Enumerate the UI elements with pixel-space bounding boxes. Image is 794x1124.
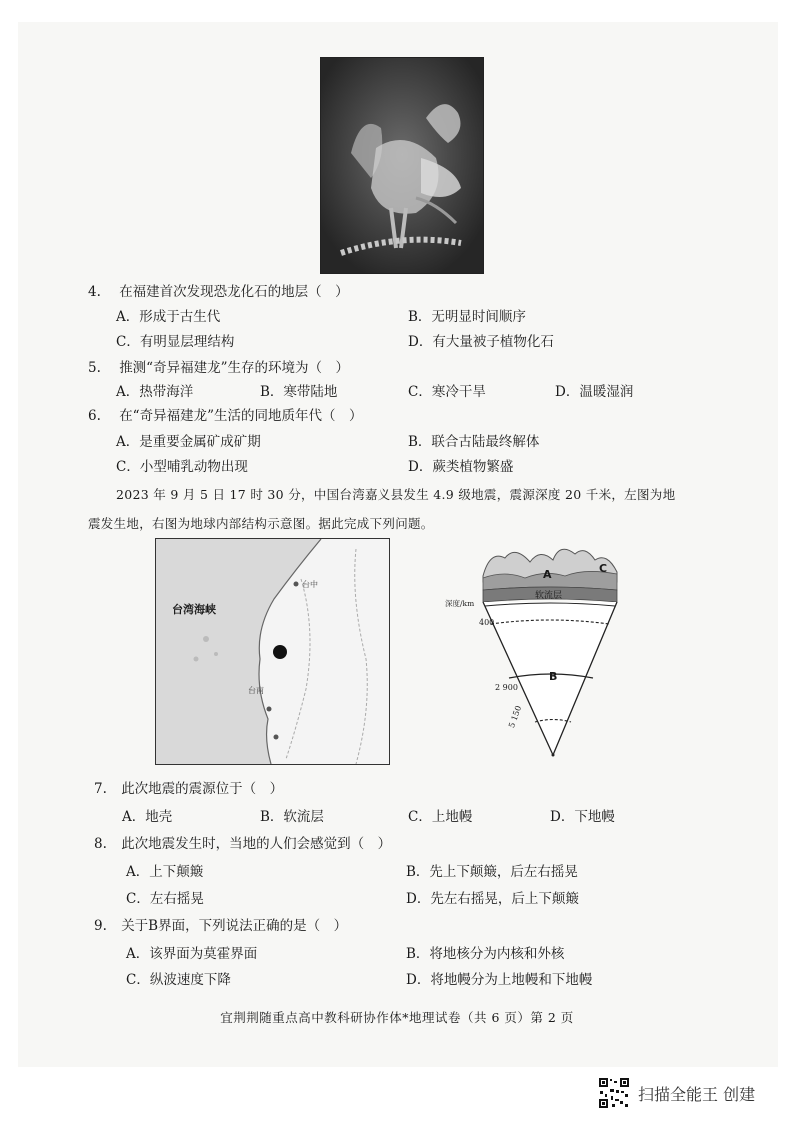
question-6 [88, 404, 363, 424]
question-8 [94, 832, 391, 852]
option-d[interactable]: D．先左右摇晃，后上下颠簸 [406, 891, 579, 907]
question-stem: 此次地震发生时，当地的人们会感觉到（ ） [121, 836, 392, 852]
label-b: B [549, 670, 558, 683]
option-c[interactable]: C．纵波速度下降 [126, 972, 231, 988]
option-a[interactable]: A．上下颠簸 [126, 864, 204, 880]
question-4 [88, 280, 349, 300]
asthenosphere-label: 软流层 [535, 591, 563, 601]
option-b[interactable]: B．无明显时间顺序 [408, 309, 526, 325]
option-a[interactable]: A．形成于古生代 [116, 309, 221, 325]
option-d[interactable]: D．蕨类植物繁盛 [408, 459, 514, 475]
scanner-text: 扫描全能王 创建 [638, 1084, 756, 1104]
question-stem: 在福建首次发现恐龙化石的地层（ ） [119, 284, 349, 300]
passage-line-1: 2023 年 9 月 5 日 17 时 30 分，中国台湾嘉义县发生 4.9 级地震，震源深度 20 千米，左图为地 [116, 487, 676, 502]
question-stem: 关于B界面，下列说法正确的是（ ） [121, 918, 348, 934]
question-number: 4. [88, 284, 101, 300]
question-number: 5. [88, 360, 101, 376]
page-footer: 宜荆荆随重点高中教科研协作体*地理试卷（共 6 页）第 2 页 [220, 1010, 574, 1025]
option-b[interactable]: B．先上下颠簸，后左右摇晃 [406, 864, 578, 880]
option-c[interactable]: C．左右摇晃 [126, 891, 204, 907]
option-d[interactable]: D．有大量被子植物化石 [408, 334, 554, 350]
option-c[interactable]: C．有明显层理结构 [116, 334, 235, 350]
earthquake-passage [88, 480, 718, 538]
option-c[interactable]: C．小型哺乳动物出现 [116, 459, 248, 475]
question-5 [88, 356, 349, 376]
depth-axis-label: 深度/km [445, 599, 475, 608]
label-a: A [543, 568, 552, 581]
option-c[interactable]: C．寒冷干旱 [408, 384, 486, 400]
question-number: 6. [88, 408, 101, 424]
passage-line-2: 震发生地，右图为地球内部结构示意图。据此完成下列问题。 [88, 516, 434, 531]
question-stem: 推测“奇异福建龙”生存的环境为（ ） [119, 360, 349, 376]
dinosaur-fossil-photo [320, 57, 484, 274]
question-number: 7. [94, 781, 107, 797]
strait-label: 台湾海峡 [172, 603, 216, 616]
option-a[interactable]: A．地壳 [122, 809, 173, 825]
city-label-south: 台南 [248, 686, 264, 695]
depth-tick-400: 400 [479, 618, 495, 627]
option-a[interactable]: A．是重要金属矿成矿期 [116, 434, 261, 450]
epicenter-marker [273, 645, 287, 659]
option-b[interactable]: B．寒带陆地 [260, 384, 338, 400]
question-stem: 在“奇异福建龙”生活的同地质年代（ ） [119, 408, 363, 424]
label-c: C [599, 562, 608, 575]
option-a[interactable]: A．热带海洋 [116, 384, 194, 400]
option-a[interactable]: A．该界面为莫霍界面 [126, 946, 258, 962]
option-c[interactable]: C．上地幔 [408, 809, 473, 825]
question-number: 8. [94, 836, 107, 852]
option-b[interactable]: B．联合古陆最终解体 [408, 434, 540, 450]
depth-tick-5150: 5 150 [507, 704, 524, 730]
option-b[interactable]: B．将地核分为内核和外核 [406, 946, 565, 962]
option-d[interactable]: D．将地幔分为上地幔和下地幔 [406, 972, 593, 988]
option-b[interactable]: B．软流层 [260, 809, 324, 825]
taiwan-epicenter-map [155, 538, 390, 765]
depth-tick-2900: 2 900 [495, 683, 518, 692]
qr-code-icon [598, 1077, 630, 1109]
earth-interior-diagram [445, 540, 630, 770]
scanner-watermark [598, 1076, 755, 1110]
question-7 [94, 777, 283, 797]
question-number: 9. [94, 918, 107, 934]
question-9 [94, 914, 347, 934]
option-d[interactable]: D．下地幔 [550, 809, 615, 825]
option-d[interactable]: D．温暖湿润 [555, 384, 634, 400]
city-label-north: 台中 [302, 580, 318, 589]
question-stem: 此次地震的震源位于（ ） [121, 781, 284, 797]
